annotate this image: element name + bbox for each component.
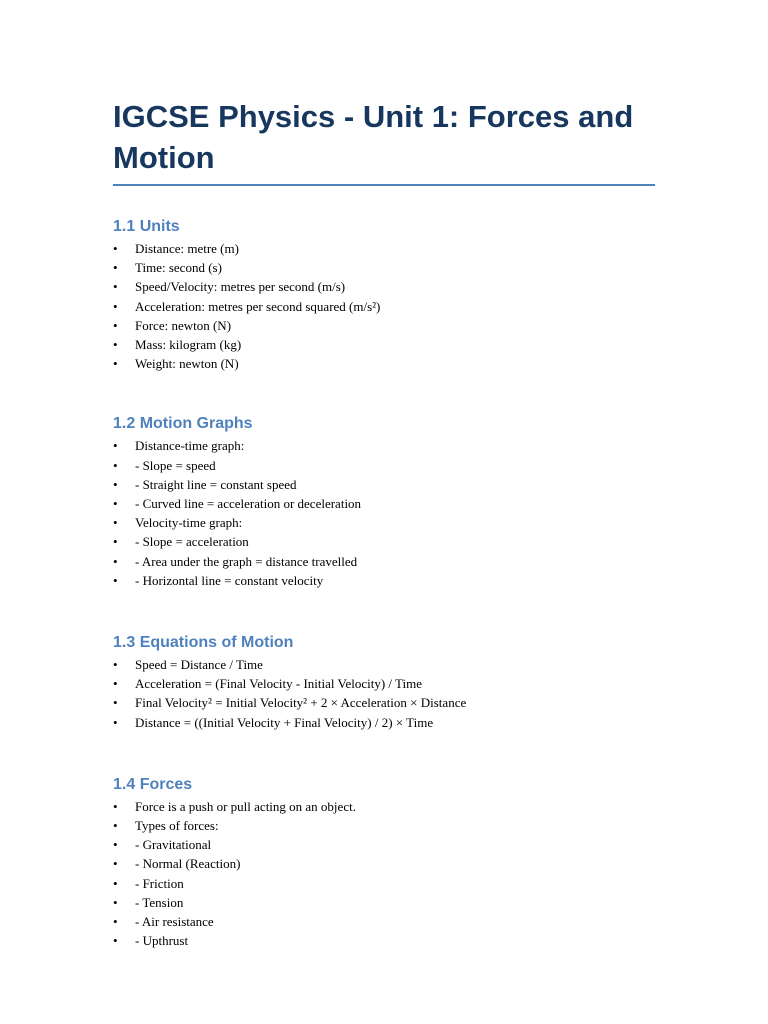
list-item (113, 239, 655, 258)
bullet-icon: • (113, 298, 118, 314)
list-item-text: - Normal (Reaction) (135, 856, 241, 872)
list-item-text: Speed = Distance / Time (135, 657, 263, 673)
bullet-list (113, 797, 655, 951)
bullet-icon: • (113, 676, 118, 692)
list-item (113, 297, 655, 316)
bullet-list (113, 436, 655, 590)
section-heading: 1.2 Motion Graphs (113, 415, 253, 433)
bullet-icon: • (113, 534, 118, 550)
list-item-text: Mass: kilogram (kg) (135, 337, 242, 353)
section-equations-of-motion (113, 632, 655, 732)
bullet-icon: • (113, 337, 118, 353)
list-item-text: Final Velocity² = Initial Velocity² + 2 × Acceleration × Distance (135, 695, 467, 711)
list-item-text: Force: newton (N) (135, 317, 232, 333)
list-item-text: - Gravitational (135, 837, 212, 853)
list-item-text: Acceleration = (Final Velocity - Initial Velocity) / Time (135, 676, 423, 692)
list-item (113, 532, 655, 551)
list-item (113, 893, 655, 912)
section-motion-graphs (113, 413, 655, 590)
section-units (113, 216, 655, 373)
list-item (113, 816, 655, 835)
list-item-text: - Air resistance (135, 914, 214, 930)
bullet-icon: • (113, 279, 118, 295)
bullet-list (113, 239, 655, 373)
list-item (113, 931, 655, 950)
bullet-icon: • (113, 317, 118, 333)
page-title: IGCSE Physics - Unit 1: Forces and Motion (113, 96, 655, 186)
list-item (113, 854, 655, 873)
bullet-icon: • (113, 875, 118, 891)
bullet-icon: • (113, 933, 118, 949)
list-item-text: Speed/Velocity: metres per second (m/s) (135, 279, 346, 295)
list-item-text: - Friction (135, 875, 184, 891)
list-item (113, 475, 655, 494)
bullet-icon: • (113, 241, 118, 256)
list-item (113, 513, 655, 532)
list-item-text: - Area under the graph = distance travelled (135, 553, 358, 569)
list-item (113, 713, 655, 732)
list-item-text: Time: second (s) (135, 260, 222, 276)
bullet-icon: • (113, 914, 118, 930)
list-item (113, 571, 655, 590)
bullet-icon: • (113, 476, 118, 492)
list-item (113, 316, 655, 335)
list-item (113, 674, 655, 693)
document-page (113, 96, 655, 950)
list-item (113, 494, 655, 513)
list-item (113, 258, 655, 277)
list-item-text: - Tension (135, 894, 184, 910)
list-item (113, 354, 655, 373)
list-item (113, 277, 655, 296)
list-item-text: Acceleration: metres per second squared (m/s²) (135, 298, 381, 314)
list-item-text: Distance: metre (m) (135, 241, 239, 256)
list-item (113, 874, 655, 893)
bullet-icon: • (113, 356, 118, 372)
bullet-icon: • (113, 894, 118, 910)
list-item (113, 655, 655, 674)
list-item (113, 797, 655, 816)
list-item-text: - Straight line = constant speed (135, 476, 297, 492)
bullet-icon: • (113, 572, 118, 588)
list-item (113, 835, 655, 854)
section-heading: 1.4 Forces (113, 775, 193, 793)
list-item (113, 693, 655, 712)
list-item-text: Velocity-time graph: (135, 515, 243, 531)
list-item-text: Types of forces: (135, 818, 219, 834)
bullet-icon: • (113, 657, 118, 673)
section-heading: 1.3 Equations of Motion (113, 634, 294, 652)
list-item (113, 335, 655, 354)
section-forces (113, 774, 655, 951)
list-item (113, 436, 655, 455)
section-heading: 1.1 Units (113, 218, 180, 235)
bullet-icon: • (113, 260, 118, 276)
bullet-icon: • (113, 837, 118, 853)
list-item-text: Distance-time graph: (135, 438, 245, 454)
list-item-text: Force is a push or pull acting on an object. (135, 798, 356, 814)
list-item-text: - Curved line = acceleration or deceleration (135, 496, 362, 512)
list-item-text: - Horizontal line = constant velocity (135, 572, 324, 588)
bullet-icon: • (113, 553, 118, 569)
list-item-text: - Slope = acceleration (135, 534, 249, 550)
list-item-text: - Slope = speed (135, 457, 216, 473)
list-item-text: Weight: newton (N) (135, 356, 239, 372)
bullet-icon: • (113, 714, 118, 730)
bullet-icon: • (113, 856, 118, 872)
list-item-text: - Upthrust (135, 933, 189, 949)
bullet-icon: • (113, 457, 118, 473)
list-item (113, 912, 655, 931)
bullet-icon: • (113, 496, 118, 512)
bullet-list (113, 655, 655, 732)
list-item-text: Distance = ((Initial Velocity + Final Velocity) / 2) × Time (135, 714, 434, 730)
list-item (113, 456, 655, 475)
bullet-icon: • (113, 695, 118, 711)
bullet-icon: • (113, 798, 118, 814)
bullet-icon: • (113, 438, 118, 454)
bullet-icon: • (113, 818, 118, 834)
list-item (113, 552, 655, 571)
bullet-icon: • (113, 515, 118, 531)
